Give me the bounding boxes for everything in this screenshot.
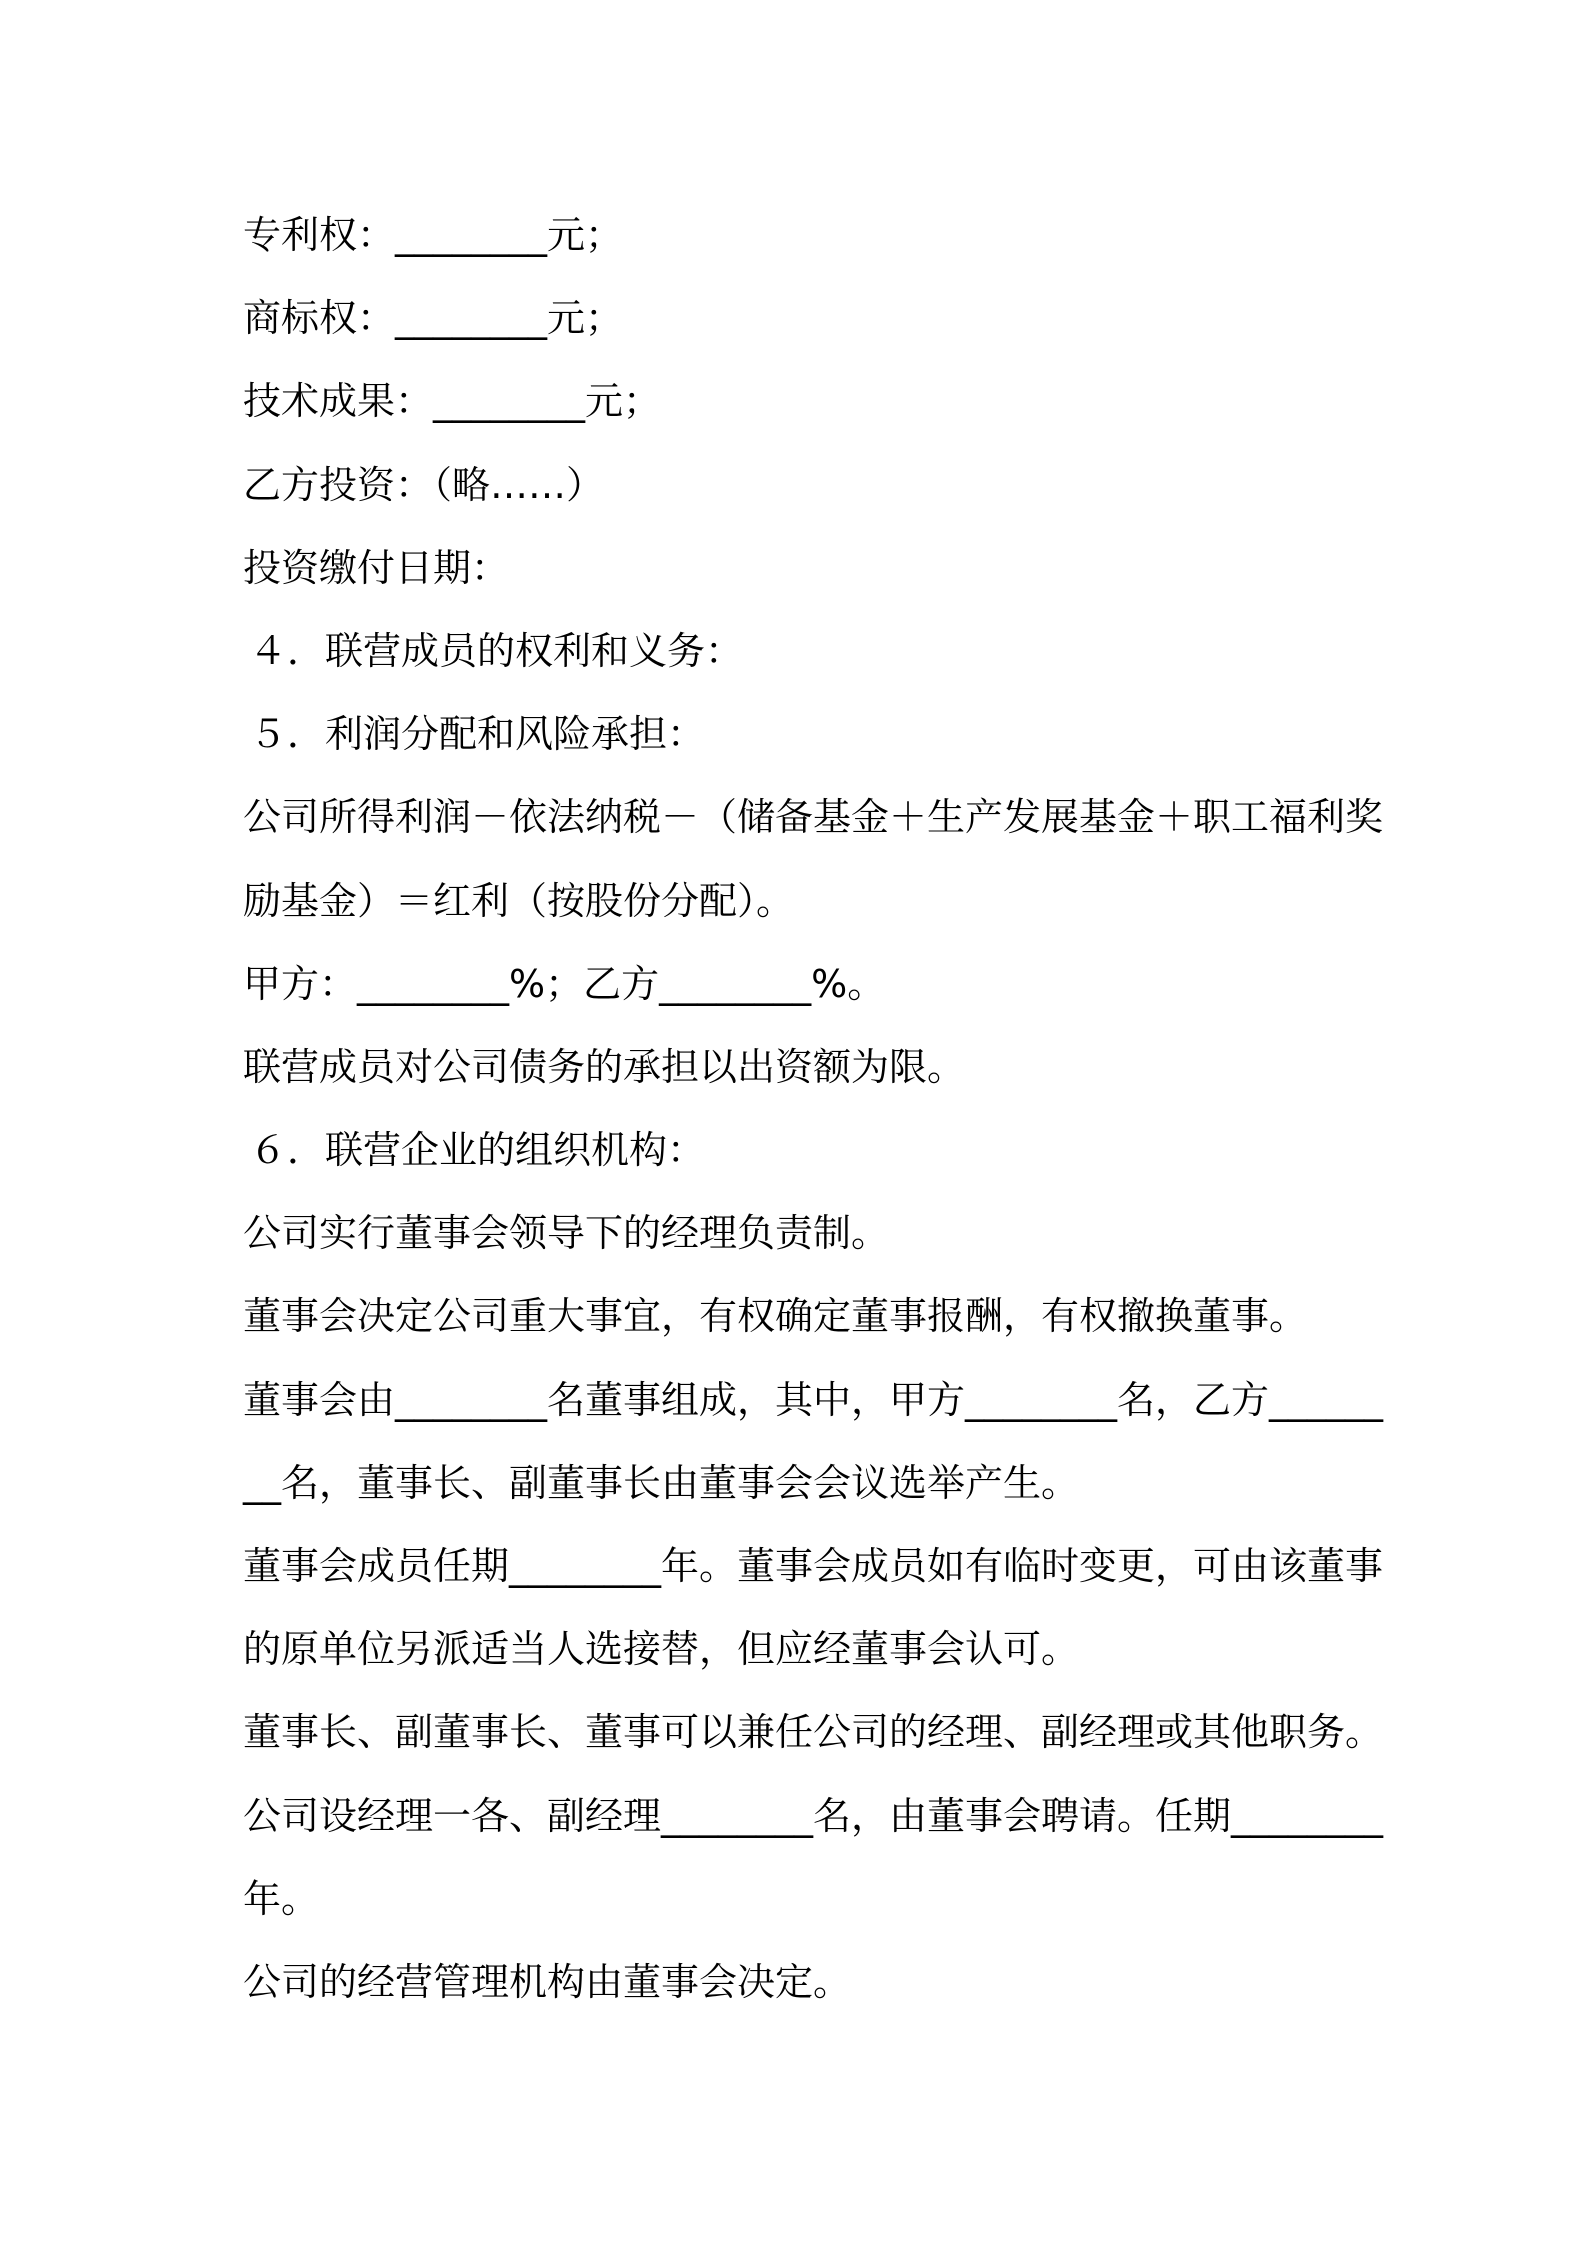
section-4-heading: ４．联营成员的权利和义务：: [249, 628, 744, 673]
document-body: [243, 194, 1384, 2024]
board-term-line-2: 的原单位另派适当人选接替，但应经董事会认可。: [243, 1627, 1080, 1672]
share-ratio-line: 甲方：________%；乙方________%。: [243, 961, 886, 1006]
trademark-right-line: 商标权：________元；: [243, 296, 624, 341]
manager-appointment-line-1: 公司设经理一各、副经理________名，由董事会聘请。任期________: [243, 1793, 1384, 1838]
board-term-line-1: 董事会成员任期________年。董事会成员如有临时变更，可由该董事: [243, 1544, 1384, 1588]
board-decision-line: 董事会决定公司重大事宜，有权确定董事报酬，有权撤换董事。: [243, 1294, 1308, 1339]
concurrent-posts-line: 董事长、副董事长、董事可以兼任公司的经理、副经理或其他职务。: [243, 1710, 1384, 1755]
manager-responsibility-line: 公司实行董事会领导下的经理负责制。: [243, 1211, 890, 1256]
board-composition-line-1: 董事会由________名董事组成，其中，甲方________名，乙方______: [243, 1377, 1384, 1422]
board-composition-line-2: __名，董事长、副董事长由董事会会议选举产生。: [243, 1460, 1080, 1505]
manager-appointment-line-2: 年。: [243, 1876, 320, 1921]
management-structure-line: 公司的经营管理机构由董事会决定。: [243, 1959, 852, 2004]
investment-payment-date-line: 投资缴付日期：: [243, 545, 510, 590]
profit-formula-line-1: 公司所得利润－依法纳税－（储备基金＋生产发展基金＋职工福利奖: [243, 795, 1384, 840]
patent-right-line: 专利权：________元；: [243, 213, 624, 257]
section-5-heading: ５．利润分配和风险承担：: [249, 712, 706, 757]
technical-achievement-line: 技术成果：________元；: [243, 379, 662, 424]
profit-formula-line-2: 励基金）＝红利（按股份分配）。: [243, 878, 795, 923]
section-6-heading: ６．联营企业的组织机构：: [249, 1128, 706, 1173]
liability-limit-line: 联营成员对公司债务的承担以出资额为限。: [243, 1044, 966, 1089]
party-b-investment-line: 乙方投资：（略……）: [243, 462, 605, 507]
